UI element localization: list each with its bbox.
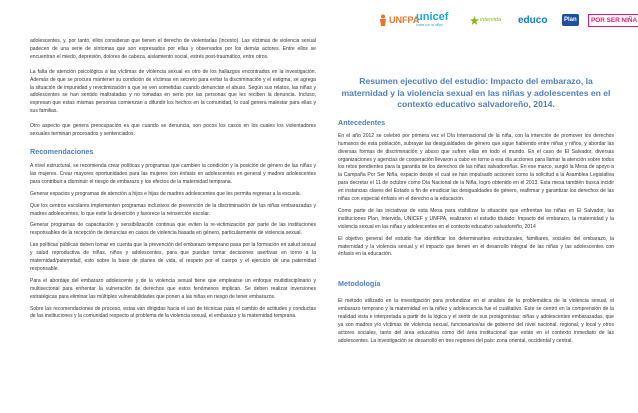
antecedentes-heading: Antecedentes (338, 117, 386, 127)
body-paragraph: Otro aspecto que genera preocupación es que cuando se denuncia, son pocos los casos en los cuales los violentadores sexuales terminan procesados y sentenciados. (30, 123, 316, 138)
unicef-wordmark: unicef (416, 11, 449, 23)
body-paragraph: Las políticas públicas deben tomar en cuenta que la prevención del embarazo temprano pasa por la formación en salud sexual y salud reproductiva de niñas, niños y adolescentes, para que puedan tomar decisiones asertivas en torno a la maternidad/paternidad, esto sobre la base de planes de vida, el respeto por el cuerpo y el ejercicio de una paternidad responsable. (30, 242, 316, 272)
educo-wordmark: educo (518, 14, 548, 26)
plan-wordmark: Plan (562, 14, 579, 26)
body-paragraph: adolescentes, y, por tanto, ellos consideran que tienen el derecho de violentarlas (incesto). Las víctimas de violencia sexual padecen de una serie de síntomas que son expresados por ellas y observados por los demás actores. Entre ellos se encuentran el miedo, depresión, dolores de cabeza, aislamiento social, estrés post-traumático, entre otros. (30, 38, 316, 60)
body-paragraph: Para el abordaje del embarazo adolescente y de la violencia sexual tiene que emplearse un enfoque multidisciplinario y multisectorial para enfrentar la vulneración de derechos que estos fenómenos implican. Se deben realizar inversiones estratégicas para eliminar las múltiples vulnerabilidades que ponen a las niñas en riesgo de tener embarazos. (30, 277, 316, 300)
body-paragraph: Sobre las recomendaciones de proceso, estas van dirigidas hacia el uso de técnicas para el cambio de actitudes y conductas de las instituciones y la comunidad respecto al problema de la violencia sexual, el embarazo y la maternidad temprana. (30, 305, 316, 320)
document-title: Resumen ejecutivo del estudio: Impacto del embarazo, la maternidad y la violencia sexual en las niñas y adolescentes en el contexto educativo salvadoreño, 2014. (341, 76, 611, 110)
right-column (338, 0, 614, 346)
left-column (30, 0, 316, 321)
unfpa-wordmark: UNFPA (389, 15, 420, 25)
body-paragraph: La falta de atención psicológica a las víctimas de violencia sexual es otro de los hallazgos encontrados en la investigación. Además de que se procura mantener su condición de víctimas en secreto para evitar la discriminación y el estigma, se agrega la situación de impunidad y revictimización a que se ven sometidas cuando denuncian el abuso. Según sus relatos, las niñas y adolescentes se han sentido maltratadas y no tomadas en serio por las personas que les reciben la denuncia. Incluso, expresan que estas mismas personas comienzan a difundir los hechos en la comunidad, lo cual genera malestar para ellas y sus familias. (30, 68, 316, 115)
unicef-tagline: únete por la niñez (416, 23, 443, 27)
body-paragraph: En el año 2012 se celebró por primera vez el Día Internacional de la niña, con la intención de promover los derechos humanos de esta población, subrayar las desigualdades de género que sigue habiendo entre niñas y niños, y abordar las diversas formas de discriminación y abuso que sufren ellas en todo el mundo. En el caso de El Salvador, diversas organizaciones y agencias de cooperación llevaron a cabo en torno a esa día acciones para llamar la atención sobre todos los retos pendientes para la garantía de los derechos de las niñas salvadoreñas. En ese marco, surgió la Mesa de apoyo a la Campaña Por Ser Niña, espacio desde el cual se han impulsado acciones como la solicitud a la Asamblea Legislativa para decretar el 11 de octubre como Día Nacional de la Niña, logro obtenido en el 2013. Esta mesa también busca incidir en instancias claves del Estado a fin de erradicar las desigualdades de género, reafirmar y garantizar los derechos de las niñas con especial énfasis en el derecho a la educación. (338, 132, 614, 203)
body-paragraph: Que los centros escolares implementen programas inclusivos de prevención de la discriminación de las niñas embarazadas y madres adolescentes, lo que evite la deserción y favorece la reinserción escolar. (30, 202, 316, 217)
body-paragraph: El método utilizado en la investigación para profundizar en el análisis de la problemática de la violencia sexual, el embarazo temprano y la maternidad en la niñez y adolescencia fue el cualitativo. Este se centró en la comprensión de la realidad vista e interpretada a partir de la lógica y el sentir de sus protagonistas: niñas y adolescentes embarazadas, que ya son madres y/o víctimas de violencia sexual, funcionarios/as de gobierno del nivel nacional, regional, y local y otros actores sociales, tanto del área educativa como del área institucional que están en el contexto inmediato de las adolescentes. La investigación se desarrolló en tres regiones del país: zona oriental, occidental y central. (338, 298, 614, 344)
body-paragraph: El objetivo general del estudio fue identificar los determinantes estructurales, familiares, sociales del embarazo, la maternidad y la violencia sexual y el impacto que tienen en el desarrollo integral de las niñas y las adolescentes con énfasis en la educación. (338, 235, 614, 258)
body-paragraph: Como parte de las iniciativas de esta Mesa para visibilizar la situación que enfrentan las niñas en El Salvador, las instituciones Plan, Intervida, UNICEF y UNFPA, realizaron el estudio titulado: Impacto del embarazo, la maternidad y la violencia sexual en las niñas y adolescentes en el contexto educativo salvadoreño, 2014 (338, 207, 614, 230)
por-ser-nina-wordmark: POR SER NIÑA (588, 14, 638, 27)
recommendations-heading: Recomendaciones (30, 146, 94, 156)
body-paragraph: A nivel estructural, se recomienda crear políticas y programas que cambien la condición y la posición de género de las niñas y las mujeres. Crear mayores oportunidades para las mujeres con énfasis en adolescentes en general y madres adolescentes para contribuir a disminuir el riesgo de embarazo y los efectos de la maternidad temprana. (30, 162, 316, 185)
metodologia-heading: Metodología (338, 279, 381, 289)
body-paragraph: Generar programas de capacitación y sensibilización continua que eviten la re-victimización por parte de las instituciones responsables de la recepción de denuncias en casos de violencia basada en género, particularmente de violencia sexual. (30, 222, 316, 237)
body-paragraph: Generar espacios y programas de atención a hijos e hijas de madres adolescentes que les permita regresar a la escuela. (30, 190, 301, 197)
intervida-wordmark: intervida (480, 17, 502, 23)
